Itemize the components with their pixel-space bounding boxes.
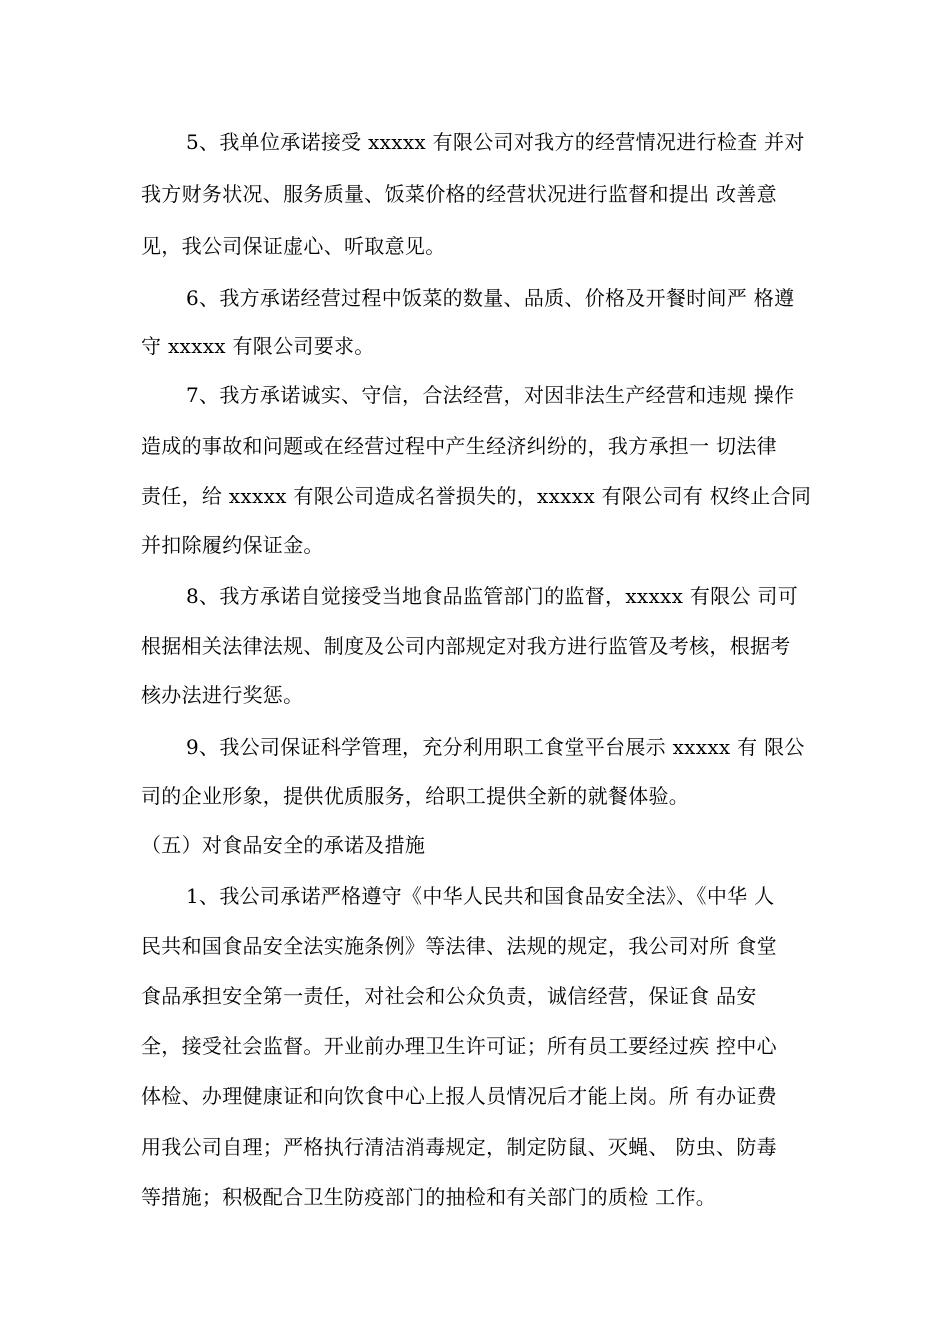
section-heading: （五）对食品安全的承诺及措施	[141, 833, 426, 857]
paragraph-6-line-1: 6、我方承诺经营过程中饭菜的数量、品质、价格及开餐时间严 格遵	[186, 286, 795, 310]
item-1-line-7: 等措施；积极配合卫生防疫部门的抽检和有关部门的质检 工作。	[141, 1185, 717, 1209]
paragraph-8-line-1: 8、我方承诺自觉接受当地食品监管部门的监督，xxxxx 有限公 司可	[186, 584, 799, 608]
paragraph-6-line-2: 守 xxxxx 有限公司要求。	[141, 334, 375, 358]
paragraph-9-line-2: 司的企业形象，提供优质服务，给职工提供全新的就餐体验。	[141, 784, 690, 808]
paragraph-7-line-3: 责任，给 xxxxx 有限公司造成名誉损失的，xxxxx 有限公司有 权终止合同	[141, 484, 812, 508]
paragraph-5-line-3: 见，我公司保证虚心、听取意见。	[141, 234, 446, 258]
item-1-line-4: 全，接受社会监督。开业前办理卫生许可证；所有员工要经过疾 控中心	[141, 1034, 777, 1058]
paragraph-5-line-2: 我方财务状况、服务质量、饭菜价格的经营状况进行监督和提出 改善意	[141, 182, 777, 206]
item-1-line-5: 体检、办理健康证和向饮食中心上报人员情况后才能上岗。所 有办证费	[141, 1084, 777, 1108]
item-1-line-2: 民共和国食品安全法实施条例》等法律、法规的规定，我公司对所 食堂	[141, 934, 777, 958]
paragraph-8-line-3: 核办法进行奖惩。	[141, 683, 304, 707]
paragraph-9-line-1: 9、我公司保证科学管理，充分利用职工食堂平台展示 xxxxx 有 限公	[186, 735, 805, 759]
paragraph-7-line-1: 7、我方承诺诚实、守信，合法经营，对因非法生产经营和违规 操作	[186, 383, 795, 407]
paragraph-8-line-2: 根据相关法律法规、制度及公司内部规定对我方进行监管及考核，根据考	[141, 634, 791, 658]
paragraph-5-line-1: 5、我单位承诺接受 xxxxx 有限公司对我方的经营情况进行检查 并对	[186, 130, 805, 154]
item-1-line-3: 食品承担安全第一责任，对社会和公众负责，诚信经营，保证食 品安	[141, 984, 757, 1008]
item-1-line-1: 1、我公司承诺严格遵守《中华人民共和国食品安全法》、《中华 人	[186, 884, 775, 908]
paragraph-7-line-4: 并扣除履约保证金。	[141, 533, 324, 557]
paragraph-7-line-2: 造成的事故和问题或在经营过程中产生经济纠纷的，我方承担一 切法律	[141, 434, 777, 458]
item-1-line-6: 用我公司自理；严格执行清洁消毒规定，制定防鼠、灭蝇、 防虫、防毒	[141, 1135, 777, 1159]
